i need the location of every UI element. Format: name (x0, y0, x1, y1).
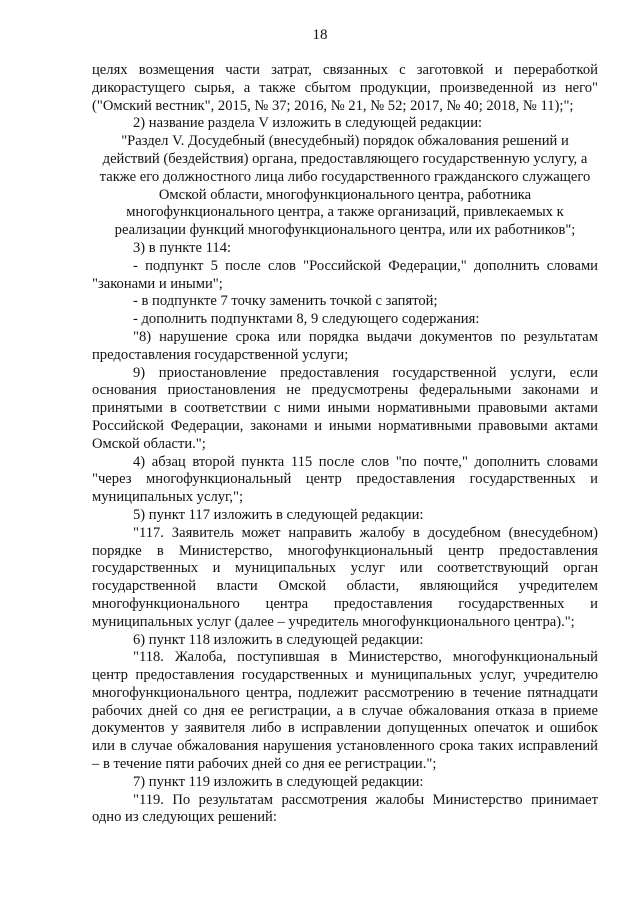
paragraph-sub-8: "8) нарушение срока или порядка выдачи документов по результатам предоставления государственной услуги; (92, 328, 598, 363)
section-title-quote: "Раздел V. Досудебный (внесудебный) порядок обжалования решений и действий (бездействия) органа, предоставляющего государственную услугу, а также его должностного лица либо государственного гражданского служащего Омской области, многофункционального центра, работника многофункционального центра, а также организаций, привлекаемых к реализации функций многофункционального центра, или их работников"; (99, 133, 591, 239)
paragraph-dash-3: - дополнить подпунктами 8, 9 следующего содержания: (133, 311, 480, 328)
paragraph-clause-118: "118. Жалоба, поступившая в Министерство, многофункциональный центр предоставления государственных и муниципальных услуг, учредителю многофункционального центра, подлежит рассмотрению в течение пятнадцати рабочих дней со дня ее регистрации, а в случае обжалования отказа в приеме документов у заявителя либо в исправлении допущенных опечаток и ошибок или в случае обжалования нарушения установленного срока таких исправлений – в течение пяти рабочих дней со дня ее регистрации."; (92, 649, 598, 773)
paragraph-item-2: 2) название раздела V изложить в следующей редакции: (133, 115, 483, 132)
paragraph-item-7: 7) пункт 119 изложить в следующей редакции: (133, 773, 424, 790)
paragraph-item-3: 3) в пункте 114: (133, 239, 232, 256)
paragraph-dash-1: - подпункт 5 после слов "Российской Федерации," дополнить словами "законами и иными"; (92, 257, 598, 292)
paragraph-item-6: 6) пункт 118 изложить в следующей редакции: (133, 631, 424, 648)
paragraph-clause-117: "117. Заявитель может направить жалобу в досудебном (внесудебном) порядке в Министерство, многофункциональный центр предоставления государственных и муниципальных услуг или соответствующий орган государственной власти Омской области, являющийся учредителем многофункционального центра предоставления государственных и муниципальных услуг (далее – учредитель многофункционального центра)."; (92, 524, 598, 630)
paragraph-clause-119: "119. По результатам рассмотрения жалобы Министерство принимает одно из следующих решений: (92, 791, 598, 826)
document-body (92, 62, 598, 827)
paragraph-dash-2: - в подпункте 7 точку заменить точкой с запятой; (133, 293, 438, 310)
paragraph-sub-9: 9) приостановление предоставления государственной услуги, если основания приостановления не предусмотрены федеральными законами и принятыми в соответствии с ними иными нормативными правовыми актами Российской Федерации, законами и иными нормативными правовыми актами Омской области."; (92, 364, 598, 452)
paragraph-item-5: 5) пункт 117 изложить в следующей редакции: (133, 506, 424, 523)
page-number: 18 (312, 27, 328, 43)
paragraph-continuation: целях возмещения части затрат, связанных с заготовкой и переработкой дикорастущего сырья, а также сбытом продукции, произведенной из него" ("Омский вестник", 2015, № 37; 2016, № 21, № 52; 2017, № 40; 2018, № 11);"; (92, 62, 598, 114)
paragraph-item-4: 4) абзац второй пункта 115 после слов "по почте," дополнить словами "через многофункциональный центр предоставления государственных и муниципальных услуг,"; (92, 453, 598, 506)
